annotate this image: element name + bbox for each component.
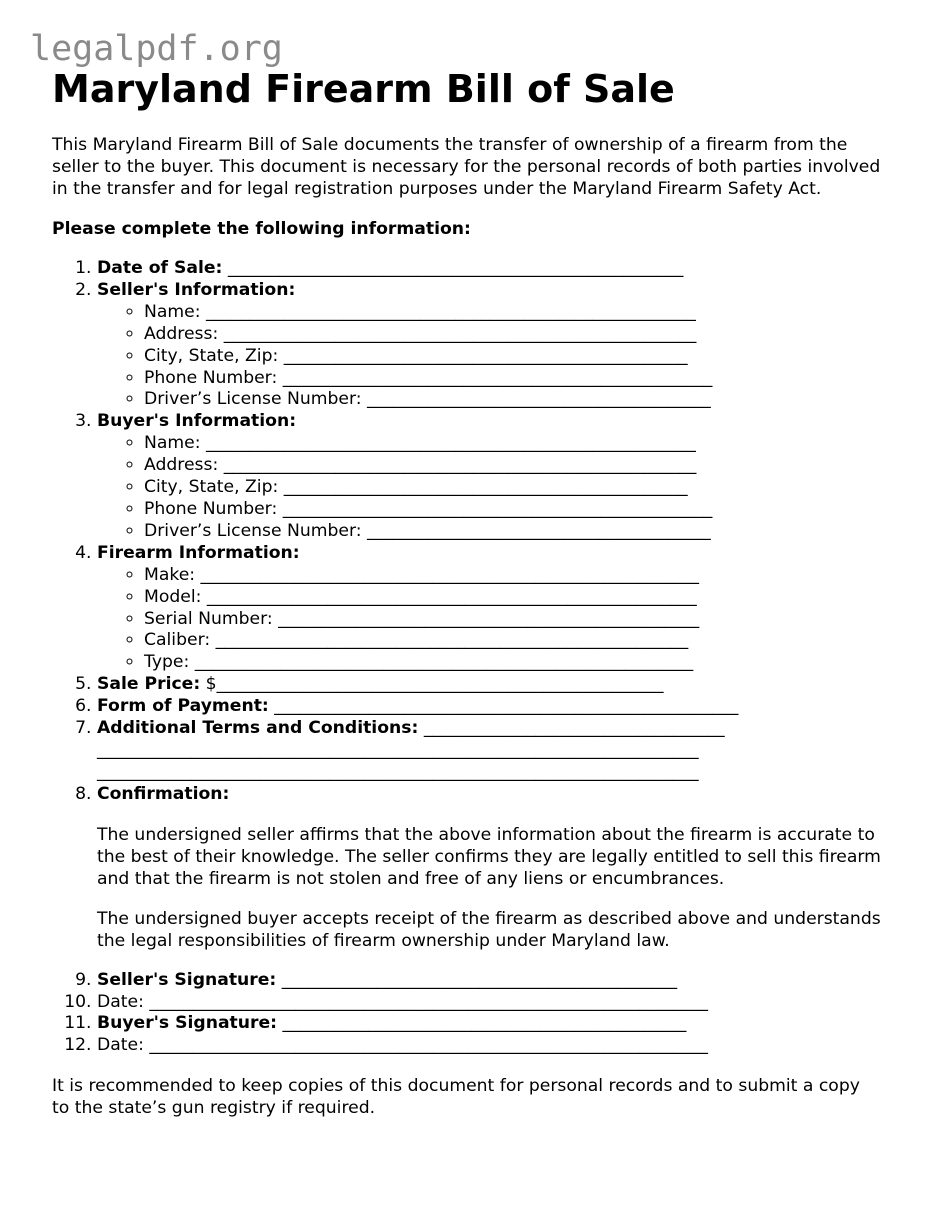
section-label: Firearm Information: (97, 542, 300, 563)
buyer-phone-field[interactable]: ◦ Phone Number: __________________________________________________ (144, 499, 882, 521)
section-label: Buyer's Information: (97, 411, 297, 432)
field-label: Date of Sale: (97, 258, 223, 278)
field-seller-date[interactable]: 10. Date: _________________________________________________________________ (97, 992, 882, 1014)
firearm-make-field[interactable]: ◦ Make: __________________________________________________________ (144, 565, 882, 587)
field-form-of-payment[interactable] (97, 696, 882, 718)
firearm-caliber-field[interactable]: ◦ Caliber: _______________________________________________________ (144, 630, 882, 652)
section-confirmation (97, 784, 882, 952)
page-title: Maryland Firearm Bill of Sale (52, 67, 675, 111)
field-label: Buyer's Signature: (97, 1013, 278, 1034)
footer-note: It is recommended to keep copies of this document for personal records and to submit a copy to the state’s gun registry if required. (52, 1076, 860, 1119)
field-sale-price[interactable] (97, 674, 882, 696)
field-buyer-signature[interactable] (97, 1013, 882, 1035)
field-label: Sale Price: (97, 674, 201, 695)
section-firearm-information (97, 543, 882, 674)
blank-line[interactable]: ___________________________________ (418, 718, 725, 739)
document-page (52, 66, 882, 1119)
seller-name-field[interactable]: ◦ Name: _________________________________________________________ (144, 302, 882, 324)
buyer-city-field[interactable]: ◦ City, State, Zip: _______________________________________________ (144, 477, 882, 499)
section-seller-information (97, 280, 882, 411)
buyer-fields (97, 433, 882, 543)
firearm-type-field[interactable]: ◦ Type: __________________________________________________________ (144, 652, 882, 674)
field-date-of-sale[interactable] (97, 258, 882, 280)
seller-city-field[interactable]: ◦ City, State, Zip: _______________________________________________ (144, 346, 882, 368)
field-label: Form of Payment: (97, 696, 269, 717)
instructions-heading: Please complete the following information: (52, 219, 471, 239)
terms-blank-line[interactable]: ______________________________________________________________________ (97, 761, 699, 782)
intro-paragraph: This Maryland Firearm Bill of Sale documents the transfer of ownership of a firearm from the seller to the buyer. This document is necessary for the personal records of both parties involved in the transfer and for legal registration purposes under the Maryland Firearm Safety Act. (52, 135, 881, 199)
seller-license-field[interactable]: ◦ Driver’s License Number: ________________________________________ (144, 389, 882, 411)
signature-line[interactable]: ______________________________________________ (276, 969, 678, 990)
field-additional-terms[interactable] (97, 718, 882, 784)
watermark-logo: legalpdf.org (30, 29, 283, 69)
terms-blank-line[interactable]: ______________________________________________________________________ (97, 739, 699, 760)
firearm-fields (97, 565, 882, 675)
seller-affirmation-paragraph: The undersigned seller affirms that the above information about the firearm is accurate to the best of their knowledge. The seller confirms they are legally entitled to sell this firearm and that the firearm is not stolen and free of any liens or encumbrances. (97, 824, 881, 889)
section-label: Confirmation: (97, 783, 230, 804)
seller-address-field[interactable]: ◦ Address: _______________________________________________________ (144, 324, 882, 346)
field-seller-signature[interactable] (97, 970, 882, 992)
firearm-serial-field[interactable]: ◦ Serial Number: _________________________________________________ (144, 609, 882, 631)
blank-line[interactable]: _____________________________________________________ (222, 258, 684, 278)
section-buyer-information (97, 411, 882, 542)
section-label: Seller's Information: (97, 279, 296, 300)
seller-phone-field[interactable]: ◦ Phone Number: __________________________________________________ (144, 368, 882, 390)
field-label: Additional Terms and Conditions: (97, 718, 419, 739)
signature-line[interactable]: _______________________________________________ (277, 1013, 687, 1034)
seller-fields (97, 302, 882, 412)
form-fields-list (52, 258, 882, 1057)
firearm-model-field[interactable]: ◦ Model: _________________________________________________________ (144, 587, 882, 609)
blank-line[interactable]: ______________________________________________________ (268, 696, 739, 717)
buyer-address-field[interactable]: ◦ Address: _______________________________________________________ (144, 455, 882, 477)
field-buyer-date[interactable]: 12. Date: _________________________________________________________________ (97, 1035, 882, 1057)
buyer-name-field[interactable]: ◦ Name: _________________________________________________________ (144, 433, 882, 455)
field-label: Seller's Signature: (97, 969, 277, 990)
blank-line[interactable]: $____________________________________________________ (200, 674, 664, 695)
buyer-acceptance-paragraph: The undersigned buyer accepts receipt of the firearm as described above and understands the legal responsibilities of firearm ownership under Maryland law. (97, 908, 881, 951)
buyer-license-field[interactable]: ◦ Driver’s License Number: ________________________________________ (144, 521, 882, 543)
